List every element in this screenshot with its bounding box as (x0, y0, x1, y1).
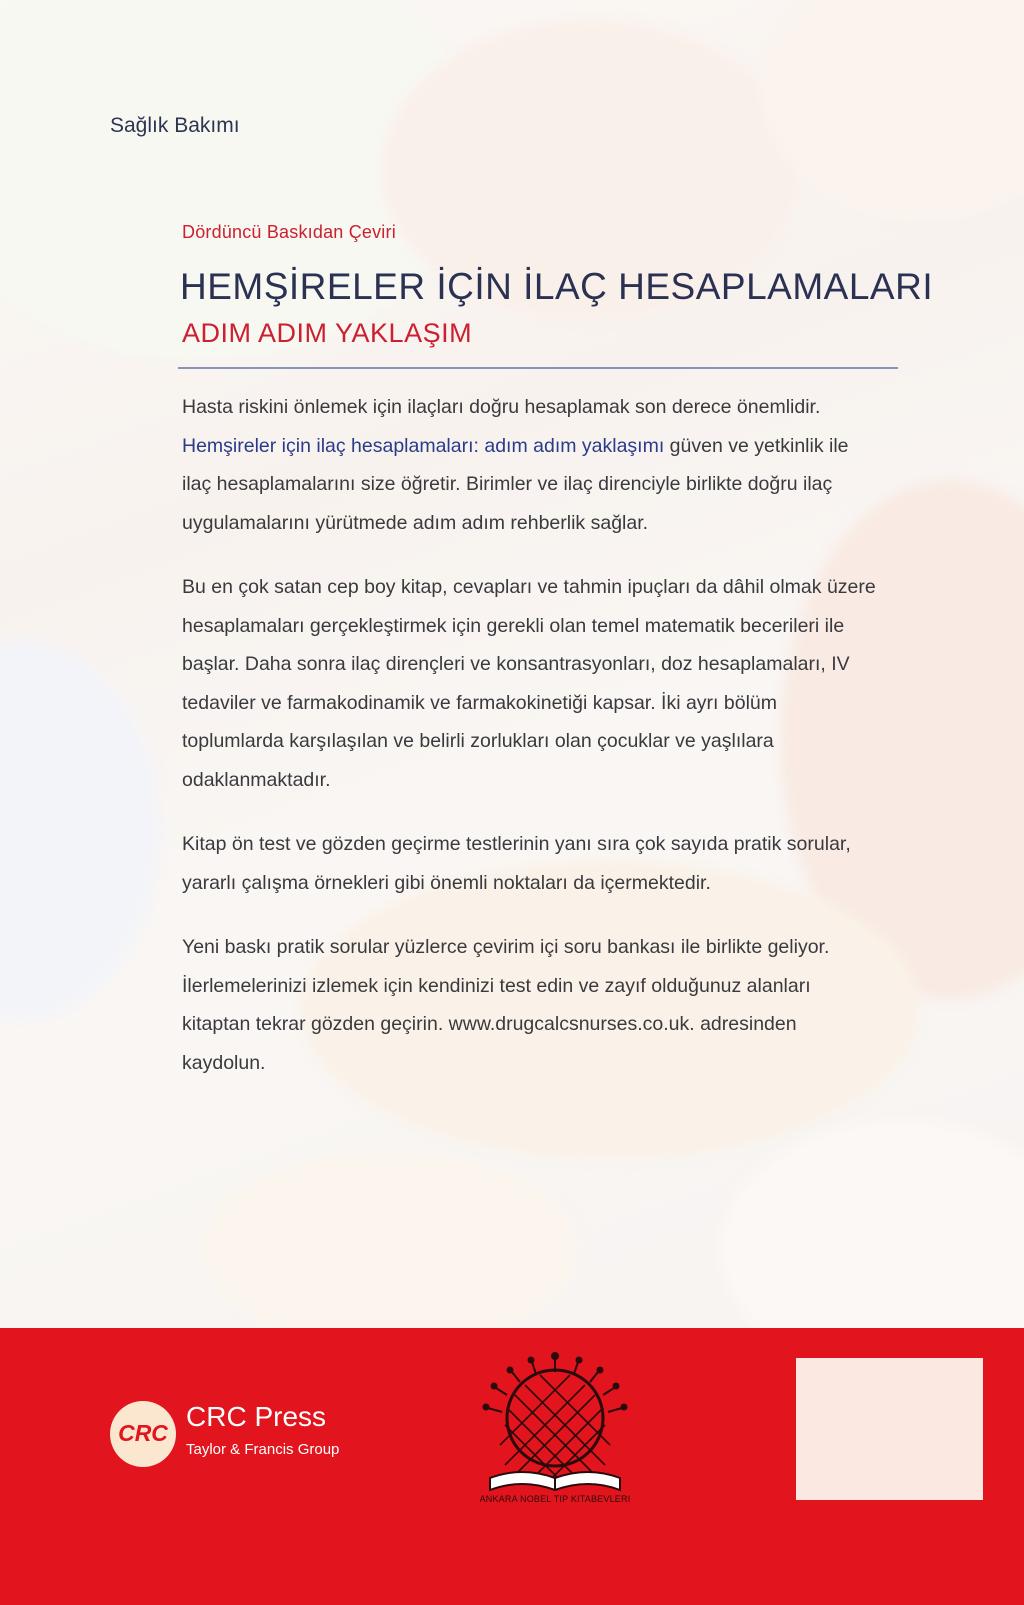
paragraph-2: Bu en çok satan cep boy kitap, cevapları ve tahmin ipuçları da dâhil olmak üzere hesaplamaları gerçekleştirmek için gerekli olan temel matematik becerileri ile başlar. Daha sonra ilaç dirençleri ve konsantrasyonları, doz hesaplamaları, IV tedaviler ve farmakodinamik ve farmakokinetiği kapsar. İki ayrı bölüm toplumlarda karşılaşılan ve belirli zorlukları olan çocuklar ve yaşlılara odaklanmaktadır. (182, 576, 876, 791)
crc-badge-icon: CRC (110, 1401, 176, 1467)
paragraph-4: Yeni baskı pratik sorular yüzlerce çevirim içi soru bankası ile birlikte geliyor. İlerlemelerinizi izlemek için kendinizi test edin ve zayıf olduğunuz alanları kitaptan tekrar gözden geçirin. www.drugcalcsnurses.co.uk. adresinden kaydolun. (182, 936, 830, 1074)
title-divider (178, 367, 898, 369)
nobel-emblem-icon (470, 1350, 640, 1512)
book-subtitle: ADIM ADIM YAKLAŞIM (182, 318, 473, 348)
edition-note: Dördüncü Baskıdan Çeviri (182, 222, 396, 242)
title-highlight: Hemşireler için ilaç hesaplamaları: adım adım yaklaşımı (182, 434, 665, 457)
paragraph-1: Hasta riskini önlemek için ilaçları doğru hesaplamak son derece önemlidir. Hemşireler için ilaç hesaplamaları: adım adım yaklaşımı güven ve yetkinlik ile ilaç hesaplamalarını size öğretir. Birimler ve ilaç direnciyle birlikte doğru ilaç uygulamalarını yürütmede adım adım rehberlik sağlar. (182, 396, 849, 534)
publisher-group: Taylor & Francis Group (186, 1441, 340, 1458)
category-label: Sağlık Bakımı (110, 114, 240, 137)
crc-press-logo (110, 1401, 395, 1471)
publisher-name: CRC Press (186, 1401, 327, 1432)
distributor-name: ANKARA NOBEL TIP KITABEVLERI (479, 1494, 631, 1504)
paragraph-3: Kitap ön test ve gözden geçirme testlerinin yanı sıra çok sayıda pratik sorular, yararlı çalışma örnekleri gibi önemli noktaları da içermektedir. (182, 833, 851, 894)
description (182, 388, 882, 1108)
barcode-placeholder (796, 1358, 983, 1500)
book-title: HEMŞİRELER İÇİN İLAÇ HESAPLAMALARI (180, 266, 934, 307)
